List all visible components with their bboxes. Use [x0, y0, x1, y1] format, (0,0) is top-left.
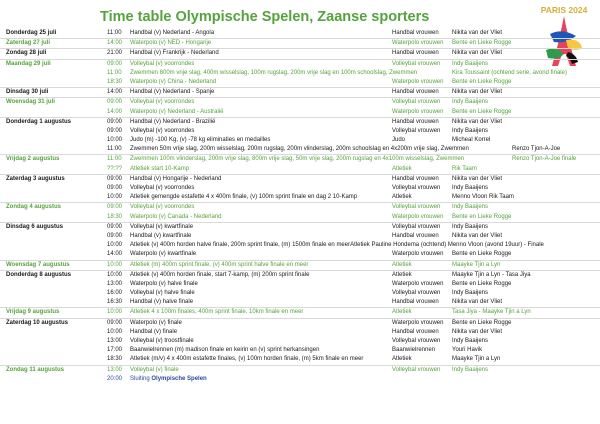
- row-athlete: Nikita van der Vliet: [452, 50, 503, 57]
- row-athlete: Indy Baaijens: [452, 204, 489, 211]
- row-event: Sluiting Olympische Spelen: [130, 375, 207, 382]
- row-event: Atletiek gemengde estafette 4 x 400m finale, (v) 100m sprint finale en dag 2 10-Kamp: [130, 194, 358, 201]
- row-time: 11:00: [107, 146, 122, 153]
- table-row: [0, 328, 600, 337]
- row-athlete: Nikita van der Vliet: [452, 30, 503, 36]
- row-athlete: Nikita van der Vliet: [452, 232, 503, 239]
- row-event: Volleybal (v) voorrondes: [130, 204, 195, 211]
- row-event: Handbal (v) halve finale: [130, 299, 194, 306]
- row-day: Vrijdag 2 augustus: [6, 156, 60, 163]
- row-day: Vrijdag 9 augustus: [6, 309, 60, 316]
- row-athlete: Kira Toussaint (ochtend serie, avond finale): [452, 69, 567, 76]
- row-event: Atletiek (v) 400m horden halve finale, 200m sprint finale, (m) 1500m finale en meerAtletiek Pauline Hondema (ochtend) Menno Vloon (avond 19uur) - Finale: [130, 242, 544, 249]
- table-row: [0, 154, 600, 164]
- row-sport: Waterpolo vrouwen: [392, 213, 444, 220]
- row-event: Waterpolo (v) kwartfinale: [130, 251, 197, 258]
- table-row: [0, 78, 600, 87]
- row-sport: Handbal vrouwen: [392, 232, 439, 239]
- table-row: [0, 48, 600, 58]
- row-sport: Volleybal vrouwen: [392, 338, 441, 344]
- table-row: [0, 145, 600, 154]
- row-event: Atletiek (m/v) 4 x 400m estafette finales, (v) 100m horden finale, (m) 5km finale en meer: [130, 356, 364, 363]
- row-athlete: Bente en Lieke Rogge: [452, 213, 512, 220]
- row-day: Maandag 29 juli: [6, 60, 51, 67]
- table-row: [0, 108, 600, 117]
- row-time: 13:00: [107, 338, 123, 344]
- row-athlete: Nikita van der Vliet: [452, 89, 503, 96]
- row-sport: Judo: [392, 137, 406, 144]
- row-athlete: Indy Baaijens: [452, 60, 489, 67]
- table-row: [0, 136, 600, 145]
- row-time: 14:00: [107, 40, 123, 47]
- row-time: 16:30: [107, 299, 123, 306]
- table-row: [0, 127, 600, 136]
- row-athlete: Indy Baaijens: [452, 185, 489, 191]
- row-event: Handbal (v) kwartfinale: [130, 232, 192, 239]
- table-row: [0, 184, 600, 193]
- row-sport: Volleybal vrouwen: [392, 204, 441, 211]
- row-time: 10:00: [107, 328, 123, 335]
- table-row: [0, 365, 600, 375]
- row-sport: Volleybal vrouwen: [392, 127, 441, 134]
- row-sport: Atletiek: [392, 261, 412, 268]
- row-event: Baanwielrennen (m) madison finale en keirin en (v) sprint herkansingen: [130, 347, 320, 354]
- row-event: Handbal (v) finale: [130, 328, 178, 335]
- row-athlete: Bente en Lieke Rogge: [452, 280, 512, 287]
- row-sport: Waterpolo vrouwen: [392, 40, 444, 47]
- row-time: 09:00: [107, 232, 123, 239]
- page-title: Time table Olympische Spelen, Zaanse sporters: [100, 9, 430, 25]
- row-time: 20:00: [107, 375, 123, 382]
- row-time: 09:00: [107, 204, 123, 211]
- table-row: [0, 97, 600, 107]
- row-sport: Handbal vrouwen: [392, 118, 439, 125]
- row-sport: Handbal vrouwen: [392, 50, 439, 57]
- row-event: Handbal (v) Frankrijk - Nederland: [130, 50, 219, 57]
- row-time: 09:00: [107, 223, 123, 230]
- table-row: [0, 232, 600, 241]
- row-event: Waterpolo (v) NED - Hongarije: [130, 40, 212, 47]
- row-time: 10:00: [107, 271, 123, 278]
- table-row: [0, 318, 600, 328]
- row-day: Donderdag 8 augustus: [6, 271, 72, 278]
- row-event: Atletiek 4 x 100m finales, 400m sprint finale, 10km finale en meer: [130, 309, 304, 316]
- row-day: Donderdag 1 augustus: [6, 118, 72, 125]
- row-time: 09:00: [107, 175, 123, 182]
- row-time: 21:00: [107, 50, 123, 57]
- row-athlete: Indy Baaijens: [452, 290, 489, 297]
- row-sport: Waterpolo vrouwen: [392, 108, 444, 115]
- table-row: [0, 355, 600, 364]
- row-sport: Waterpolo vrouwen: [392, 280, 444, 287]
- row-athlete: Bente en Lieke Rogge: [452, 78, 512, 85]
- row-event: Volleybal (v) voorrondes: [130, 185, 195, 191]
- row-athlete: Youri Havik: [452, 347, 483, 354]
- row-time: 11:00: [107, 156, 122, 163]
- row-athlete: Nikita van der Vliet: [452, 328, 503, 335]
- row-athlete: Tasa Jiya - Maayke Tjin a Lyn: [452, 309, 531, 316]
- row-event: Handbal (v) Nederland - Spanje: [130, 89, 215, 96]
- row-athlete: Indy Baaijens: [452, 366, 489, 373]
- row-event: Waterpolo (v) China - Nederland: [130, 78, 217, 85]
- row-time: 09:00: [107, 99, 123, 106]
- row-time: 13:00: [107, 366, 123, 373]
- table-row: [0, 222, 600, 232]
- row-athlete: Indy Baaijens: [452, 127, 489, 134]
- row-time: 11:00: [107, 30, 122, 36]
- row-day: Zaterdag 3 augustus: [6, 175, 65, 182]
- row-time: 18:30: [107, 78, 123, 85]
- table-row: [0, 202, 600, 212]
- row-day: Zondag 28 juli: [6, 50, 47, 57]
- table-row: [0, 174, 600, 184]
- table-row: [0, 165, 600, 174]
- row-day: Donderdag 25 juli: [6, 30, 57, 36]
- table-row: [0, 307, 600, 317]
- row-time: 14:00: [107, 251, 123, 258]
- row-sport: Atletiek: [392, 165, 412, 172]
- row-day: Zaterdag 10 augustus: [6, 319, 69, 326]
- row-time: 10:00: [107, 242, 123, 249]
- table-row: [0, 38, 600, 48]
- row-day: Woensdag 7 augustus: [6, 261, 70, 268]
- table-row: [0, 346, 600, 355]
- row-time: 10:00: [107, 309, 123, 316]
- row-event: Zwemmen 50m vrije slag, 200m wisselslag, 200m rugslag, 200m vlinderslag, 200m schoolslag en 4x200m vrije slag, Zwemmen: [130, 146, 469, 153]
- row-time: 09:00: [107, 319, 123, 326]
- row-athlete: Bente en Lieke Rogge: [452, 40, 512, 47]
- row-sport: Handbal vrouwen: [392, 299, 439, 306]
- row-sport: Volleybal vrouwen: [392, 223, 441, 230]
- row-sport: Volleybal vrouwen: [392, 290, 441, 297]
- row-time: 09:00: [107, 185, 123, 191]
- row-event: Volleybal (v) voorrondes: [130, 127, 195, 134]
- row-time: 09:00: [107, 118, 123, 125]
- row-event: Atletiek (v) 400m horden finale, start 7-kamp, (m) 200m sprint finale: [130, 271, 310, 278]
- row-event: Waterpolo (v) Canada - Nederland: [130, 213, 222, 220]
- row-sport: Baanwielrennen: [392, 347, 436, 354]
- row-extra: Renzo Tjon-A-Joe finale: [512, 156, 577, 163]
- row-sport: Atletiek: [392, 356, 412, 363]
- row-time: 10:00: [107, 194, 123, 201]
- row-athlete: Indy Baaijens: [452, 338, 489, 344]
- row-event: Zwemmen 100m vlinderslag, 200m vrije slag, 800m vrije slag, 50m vrije slag, 200m rugslag en 4x100m wisselslag, Zwemmen: [130, 156, 465, 163]
- row-sport: Atletiek: [392, 194, 412, 201]
- row-event: Volleybal (v) finale: [130, 366, 179, 373]
- row-day: Zaterdag 27 juli: [6, 40, 51, 47]
- row-event: Handbal (v) Hongarije - Nederland: [130, 175, 222, 182]
- row-athlete: Rik Taam: [452, 165, 477, 172]
- event-emphasis: Olympische Spelen: [151, 375, 207, 382]
- row-event: Handbal (v) Nederland - Brazilië: [130, 118, 216, 125]
- row-time: 17:00: [107, 347, 123, 354]
- row-day: Zondag 4 augustus: [6, 204, 62, 211]
- table-row: [0, 69, 600, 78]
- row-sport: Waterpolo vrouwen: [392, 319, 444, 326]
- timetable: [0, 29, 600, 384]
- table-row: [0, 213, 600, 222]
- row-sport: Handbal vrouwen: [392, 175, 439, 182]
- table-row: [0, 270, 600, 280]
- table-row: [0, 260, 600, 270]
- row-event: Volleybal (v) voorrondes: [130, 99, 195, 106]
- row-sport: Volleybal vrouwen: [392, 99, 441, 106]
- row-time: 18:30: [107, 213, 123, 220]
- row-event: Volleybal (v) voorrondes: [130, 60, 195, 67]
- row-sport: Handbal vrouwen: [392, 328, 439, 335]
- row-day: Dinsdag 6 augustus: [6, 223, 64, 230]
- row-sport: Volleybal vrouwen: [392, 185, 441, 191]
- row-athlete: Maayke Tjin a Lyn: [452, 356, 501, 363]
- table-row: [0, 280, 600, 289]
- row-time: ??:??: [107, 165, 123, 172]
- table-row: [0, 250, 600, 259]
- row-athlete: Nikita van der Vliet: [452, 118, 503, 125]
- row-event: Handbal (v) Nederland - Angola: [130, 30, 215, 36]
- row-athlete: Indy Baaijens: [452, 99, 489, 106]
- row-event: Atletiek (m) 400m sprint finale, (v) 400m sprint halve finale en meer: [130, 261, 309, 268]
- row-athlete: Maayke Tjin a Lyn: [452, 261, 501, 268]
- row-time: 11:00: [107, 69, 122, 76]
- row-event: Waterpolo (v) finale: [130, 319, 182, 326]
- row-sport: Atletiek: [392, 309, 412, 316]
- row-event: Volleybal (v) kwartfinale: [130, 223, 194, 230]
- row-athlete: Indy Baaijens: [452, 223, 489, 230]
- row-time: 13:00: [107, 280, 123, 287]
- row-sport: Waterpolo vrouwen: [392, 251, 444, 258]
- row-extra: Renzo Tjon-A-Joe: [512, 146, 561, 153]
- row-day: Dinsdag 30 juli: [6, 89, 49, 96]
- row-athlete: Bente en Lieke Rogge: [452, 251, 512, 258]
- table-row: [0, 375, 600, 384]
- row-event: Volleybal (v) halve finale: [130, 290, 195, 297]
- row-time: 16:00: [107, 290, 123, 297]
- row-sport: Handbal vrouwen: [392, 30, 439, 36]
- row-time: 10:00: [107, 261, 123, 268]
- row-event: Atletiek start 10-Kamp: [130, 165, 190, 172]
- row-sport: Volleybal vrouwen: [392, 60, 441, 67]
- row-athlete: Maayke Tjin a Lyn - Tasa Jiya: [452, 271, 531, 278]
- table-row: [0, 117, 600, 127]
- table-row: [0, 59, 600, 69]
- row-sport: Handbal vrouwen: [392, 89, 439, 96]
- table-row: [0, 87, 600, 97]
- row-athlete: Micheal Korrel: [452, 137, 491, 144]
- row-time: 18:30: [107, 356, 123, 363]
- logo-text: PARIS 2024: [540, 5, 588, 15]
- row-athlete: Menno Vloon Rik Taam: [452, 194, 514, 201]
- row-time: 14:00: [107, 108, 123, 115]
- row-day: Woensdag 31 juli: [6, 99, 55, 106]
- row-time: 10:00: [107, 137, 123, 144]
- table-row: [0, 193, 600, 202]
- table-row: [0, 289, 600, 298]
- row-sport: Waterpolo vrouwen: [392, 78, 444, 85]
- row-time: 09:00: [107, 60, 123, 67]
- row-athlete: Bente en Lieke Rogge: [452, 108, 512, 115]
- table-row: [0, 241, 600, 250]
- table-row: [0, 298, 600, 307]
- row-time: 09:00: [107, 127, 123, 134]
- row-athlete: Nikita van der Vliet: [452, 299, 503, 306]
- row-event: Judo (m) -100 Kg, (v) -78 kg eliminaties en medailles: [130, 137, 271, 144]
- row-sport: Atletiek: [392, 271, 412, 278]
- row-event: Volleybal (v) troostfinale: [130, 338, 194, 344]
- row-sport: Volleybal vrouwen: [392, 366, 441, 373]
- row-event: Waterpolo (v) Nederland - Australië: [130, 108, 224, 115]
- row-athlete: Nikita van der Vliet: [452, 175, 503, 182]
- row-day: Zondag 11 augustus: [6, 366, 65, 373]
- row-time: 14:00: [107, 89, 123, 96]
- row-event: Zwemmen 800m vrije slag, 400m wisselslag, 100m rugslag, 200m vrije slag en 100m schoolslag, Zwemmen: [130, 69, 418, 76]
- row-athlete: Bente en Lieke Rogge: [452, 319, 512, 326]
- row-event: Waterpolo (v) halve finale: [130, 280, 198, 287]
- table-row: [0, 337, 600, 346]
- table-row: [0, 29, 600, 38]
